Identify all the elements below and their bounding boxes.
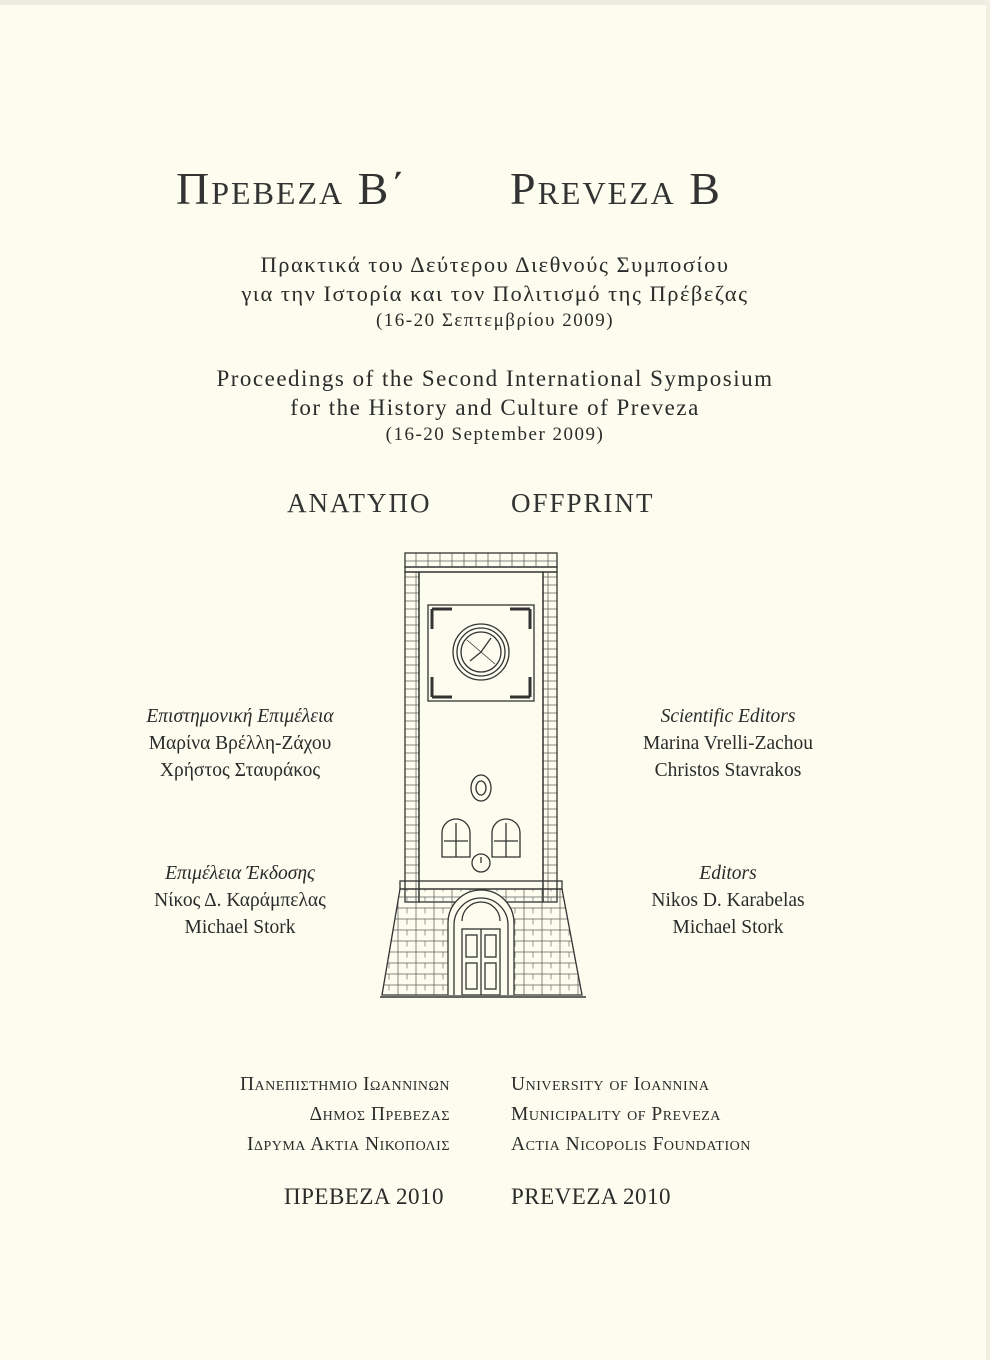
institution-english: Municipality of Preveza	[511, 1104, 721, 1125]
editors-greek	[80, 860, 400, 941]
institution-greek: Πανεπιστημιο Ιωαννινων	[239, 1074, 450, 1095]
clock-tower-icon	[380, 545, 610, 1000]
place-year-greek: ΠΡΕΒΕΖΑ 2010	[284, 1184, 444, 1209]
scientific-editor-greek-name: Χρήστος Σταυράκος	[159, 760, 321, 781]
offprint-greek: ΑΝΑΤΥΠΟ	[287, 488, 432, 518]
scan-edge-top	[0, 0, 990, 5]
place-year-english: PREVEZA 2010	[511, 1184, 671, 1209]
title-english: Preveza B	[510, 163, 722, 214]
institution-greek: Δημος Πρεβεζας	[309, 1104, 450, 1125]
editor-english-name: Michael Stork	[672, 917, 784, 938]
editors-english	[568, 860, 888, 941]
institution-english: University of Ioannina	[511, 1074, 710, 1095]
editors-greek-role: Επιμέλεια Έκδοσης	[165, 863, 315, 884]
greek-subtitle-date: (16-20 Σεπτεμβρίου 2009)	[375, 310, 615, 331]
title-greek: Πρεβεζα Β΄	[176, 163, 408, 214]
english-subtitle-line1: Proceedings of the Second International Symposium	[216, 366, 774, 391]
scientific-editors-greek	[80, 703, 400, 784]
scientific-editors-english-role: Scientific Editors	[660, 706, 796, 727]
scientific-editor-english-name: Marina Vrelli-Zachou	[642, 733, 814, 754]
editors-english-role: Editors	[699, 863, 757, 884]
greek-subtitle-line2: για την Ιστορία και τον Πολιτισμό της Πρέβεζας	[241, 281, 749, 306]
english-subtitle-date: (16-20 September 2009)	[385, 424, 605, 445]
offprint-english: OFFPRINT	[511, 488, 655, 518]
editor-greek-name: Michael Stork	[184, 917, 296, 938]
scientific-editor-english-name: Christos Stavrakos	[654, 760, 802, 781]
institutions-greek	[240, 1070, 450, 1160]
institution-greek: Ιδρυμα Ακτια Νικοπολις	[246, 1134, 450, 1155]
scientific-editors-english	[568, 703, 888, 784]
editor-greek-name: Νίκος Δ. Καράμπελας	[154, 890, 326, 911]
editor-english-name: Nikos D. Karabelas	[651, 890, 805, 911]
scientific-editors-greek-role: Επιστημονική Επιμέλεια	[146, 706, 334, 727]
institutions-english	[511, 1070, 751, 1160]
institution-english: Actia Nicopolis Foundation	[511, 1134, 751, 1155]
greek-subtitle-line1: Πρακτικά του Δεύτερου Διεθνούς Συμποσίου	[260, 252, 730, 277]
scan-edge-right	[986, 0, 990, 1360]
scientific-editor-greek-name: Μαρίνα Βρέλλη-Ζάχου	[148, 733, 332, 754]
english-subtitle-line2: for the History and Culture of Preveza	[290, 395, 700, 420]
